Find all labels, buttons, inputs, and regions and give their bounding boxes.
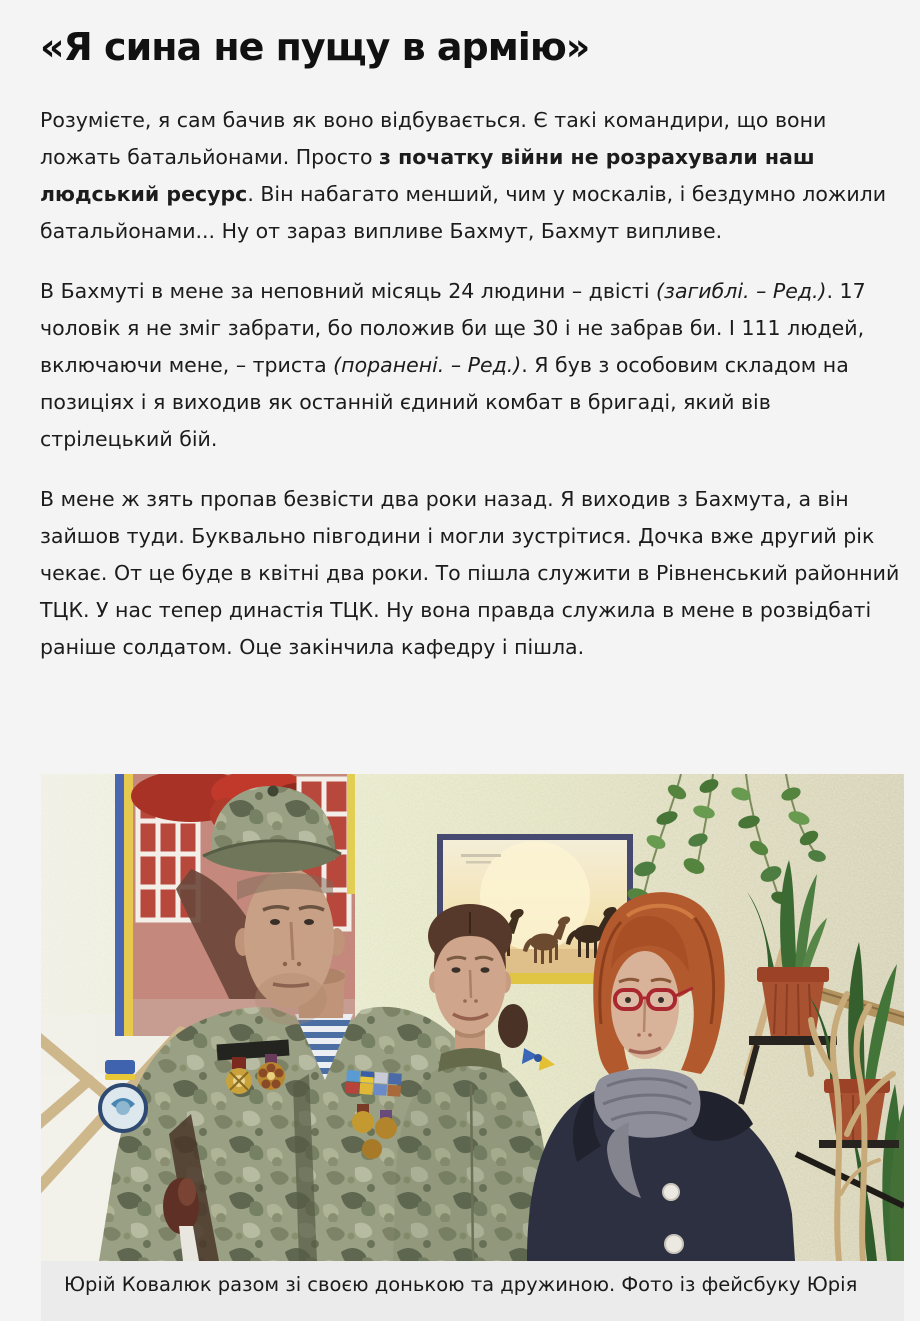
paragraph: В мене ж зять пропав безвісти два роки назад. Я виходив з Бахмута, а він зайшов туди. Буквально півгодини і могли зустрітися. Дочка вже другий рік чекає. От це буде в квітні два роки. То пішла служити в Рівненський районний ТЦК. У нас тепер династія ТЦК. Ну вона правда служила в мене в розвідбаті раніше солдатом. Оце закінчила кафедру і пішла.	[40, 486, 900, 659]
article-title: «Я сина не пущу в армію»	[40, 25, 590, 69]
article-content	[0, 24, 920, 666]
family-photo-illustration	[41, 774, 904, 1261]
photo-caption: Юрій Ковалюк разом зі своєю донькою та дружиною. Фото із фейсбуку Юрія	[41, 1261, 904, 1321]
article-paragraphs	[40, 102, 902, 666]
paragraph: Розумієте, я сам бачив як воно відбувається. Є такі командири, що вони ложать батальйонами. Просто з початку війни не розрахували наш людський ресурс. Він набагато менший, чим у москалів, і бездумно ложили батальйонами... Ну от зараз випливе Бахмут, Бахмут випливе.	[40, 107, 887, 243]
article-photo	[41, 774, 904, 1261]
article-page	[0, 24, 920, 1304]
paragraph: В Бахмуті в мене за неповний місяць 24 людини – двісті (загиблі. – Ред.). 17 чоловік я не зміг забрати, бо положив би ще 30 і не забрав би. І 111 людей, включаючи мене, – триста (поранені. – Ред.). Я був з особовим складом на позиціях і я виходив як останній єдиний комбат в бригаді, який вів стрілецький бій.	[40, 278, 866, 451]
